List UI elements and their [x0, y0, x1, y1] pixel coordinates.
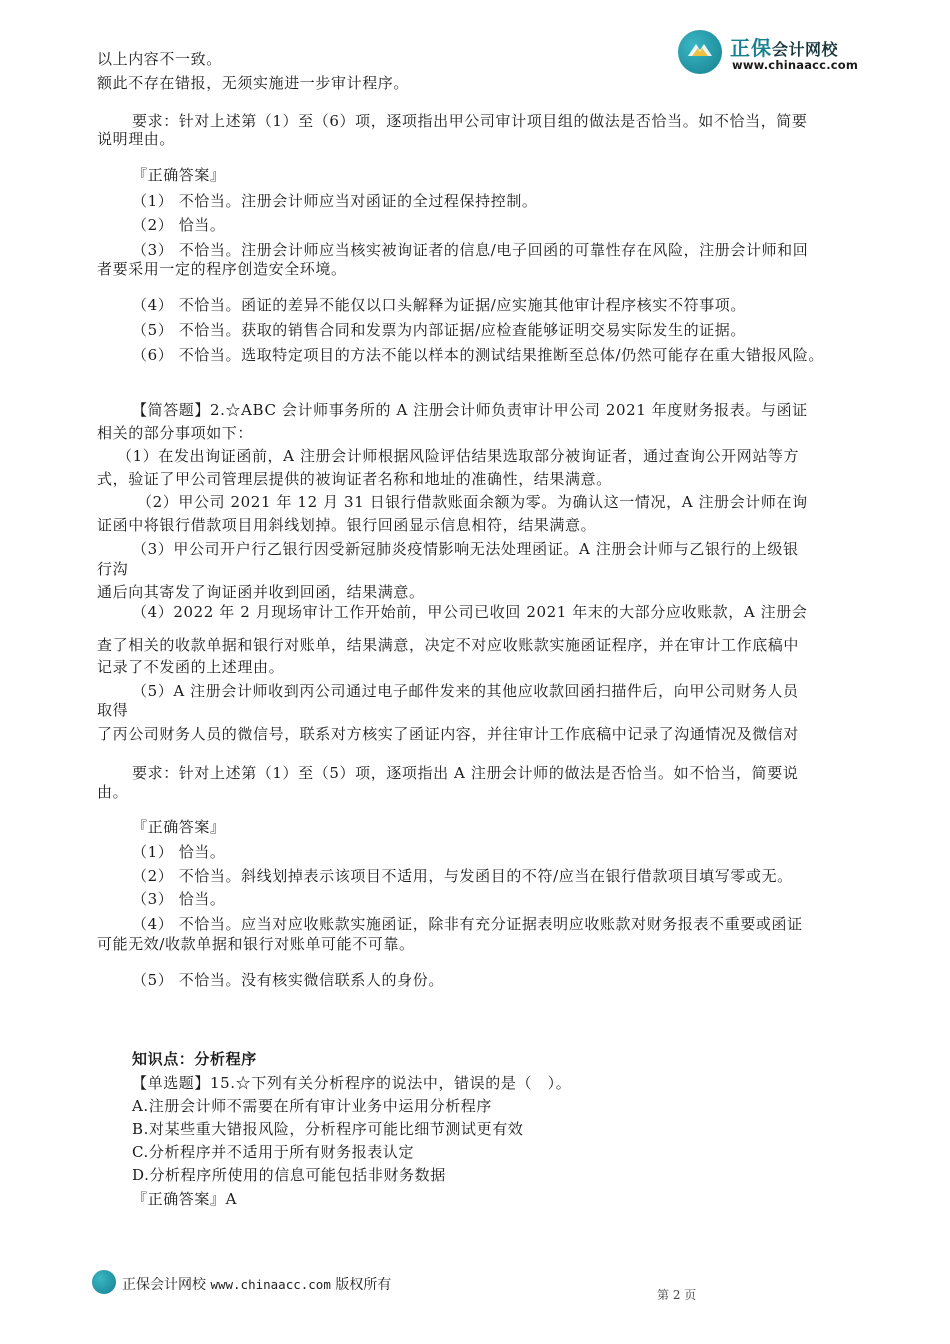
single-choice-question: 【单选题】15.☆下列有关分析程序的说法中，错误的是（ ）。	[132, 1074, 572, 1092]
footer-logo-icon	[92, 1270, 116, 1294]
question-paragraph: 取得	[97, 701, 129, 719]
answer-item: （1） 不恰当。注册会计师应当对函证的全过程保持控制。	[132, 192, 538, 210]
question-paragraph: （3）甲公司开户行乙银行因受新冠肺炎疫情影响无法处理函证。A 注册会计师与乙银行的上级银	[132, 540, 799, 558]
option-d: D.分析程序所使用的信息可能包括非财务数据	[132, 1166, 446, 1184]
answer-item: （6） 不恰当。选取特定项目的方法不能以样本的测试结果推断至总体/仍然可能存在重大错报风险。	[132, 346, 824, 364]
question-requirement: 要求：针对上述第（1）至（5）项，逐项指出 A 注册会计师的做法是否恰当。如不恰当，简要说	[132, 764, 799, 782]
answer-label: 『正确答案』	[132, 166, 226, 184]
answer-item: （5） 不恰当。获取的销售合同和发票为内部证据/应检查能够证明交易实际发生的证据。	[132, 321, 746, 339]
answer-item: （5） 不恰当。没有核实微信联系人的身份。	[132, 971, 444, 989]
correct-answer: 『正确答案』A	[132, 1190, 238, 1208]
answer-item: 者要采用一定的程序创造安全环境。	[97, 260, 347, 278]
question-paragraph: （2）甲公司 2021 年 12 月 31 日银行借款账面余额为零。为确认这一情况，A 注册会计师在询	[137, 493, 808, 511]
top-fragment: 以上内容不一致。	[97, 50, 222, 68]
answer-label: 『正确答案』	[132, 818, 226, 836]
logo-url: www.chinaacc.com	[732, 58, 859, 72]
question-paragraph: 证函中将银行借款项目用斜线划掉。银行回函显示信息相符，结果满意。	[97, 516, 597, 534]
question-paragraph: 查了相关的收款单据和银行对账单，结果满意，决定不对应收账款实施函证程序，并在审计工作底稿中	[97, 636, 800, 654]
answer-item: （2） 不恰当。斜线划掉表示该项目不适用，与发函目的不符/应当在银行借款项目填写零或无。	[132, 867, 793, 885]
top-fragment: 额此不存在错报，无须实施进一步审计程序。	[97, 74, 410, 92]
answer-item: （4） 不恰当。应当对应收账款实施函证，除非有充分证据表明应收账款对财务报表不重要或函证	[132, 915, 803, 933]
question-paragraph: 通后向其寄发了询证函并收到回函，结果满意。	[97, 583, 425, 601]
top-fragment: 说明理由。	[97, 130, 176, 148]
answer-item: 可能无效/收款单据和银行对账单可能不可靠。	[97, 935, 415, 953]
logo-title: 正保会计网校	[730, 36, 839, 60]
question-paragraph: （1）在发出询证函前，A 注册会计师根据风险评估结果选取部分被询证者，通过查询公开网站等方	[117, 447, 800, 465]
top-fragment: 要求：针对上述第（1）至（6）项，逐项指出甲公司审计项目组的做法是否恰当。如不恰当，简要	[132, 112, 808, 130]
question-paragraph: 行沟	[97, 560, 129, 578]
option-b: B.对某些重大错报风险，分析程序可能比细节测试更有效	[132, 1120, 524, 1138]
answer-item: （4） 不恰当。函证的差异不能仅以口头解释为证据/应实施其他审计程序核实不符事项。	[132, 296, 746, 314]
page-number: 第 2 页	[657, 1288, 697, 1302]
question-paragraph: 式，验证了甲公司管理层提供的被询证者名称和地址的准确性，结果满意。	[97, 470, 612, 488]
question-paragraph: （5）A 注册会计师收到丙公司通过电子邮件发来的其他应收款回函扫描件后，向甲公司财务人员	[132, 682, 799, 700]
question-paragraph: 了丙公司财务人员的微信号，联系对方核实了函证内容，并往审计工作底稿中记录了沟通情况及微信对	[97, 725, 800, 743]
question-intro: 【简答题】2.☆ABC 会计师事务所的 A 注册会计师负责审计甲公司 2021 年度财务报表。与函证	[132, 401, 808, 419]
book-icon	[686, 40, 714, 60]
question-intro: 相关的部分事项如下：	[97, 424, 254, 442]
footer-text: 正保会计网校 www.chinaacc.com 版权所有	[122, 1277, 392, 1293]
option-c: C.分析程序并不适用于所有财务报表认定	[132, 1143, 415, 1161]
header-logo	[678, 28, 888, 78]
option-a: A.注册会计师不需要在所有审计业务中运用分析程序	[132, 1097, 493, 1115]
question-paragraph: （4）2022 年 2 月现场审计工作开始前，甲公司已收回 2021 年末的大部分应收账款，A 注册会	[132, 603, 808, 621]
footer-url: www.chinaacc.com	[210, 1277, 331, 1292]
answer-item: （1） 恰当。	[132, 843, 226, 861]
question-requirement: 由。	[97, 783, 129, 801]
section-heading: 知识点：分析程序	[132, 1050, 257, 1068]
answer-item: （2） 恰当。	[132, 216, 226, 234]
answer-item: （3） 恰当。	[132, 890, 226, 908]
answer-item: （3） 不恰当。注册会计师应当核实被询证者的信息/电子回函的可靠性存在风险，注册会计师和回	[132, 241, 809, 259]
question-paragraph: 记录了不发函的上述理由。	[97, 658, 285, 676]
